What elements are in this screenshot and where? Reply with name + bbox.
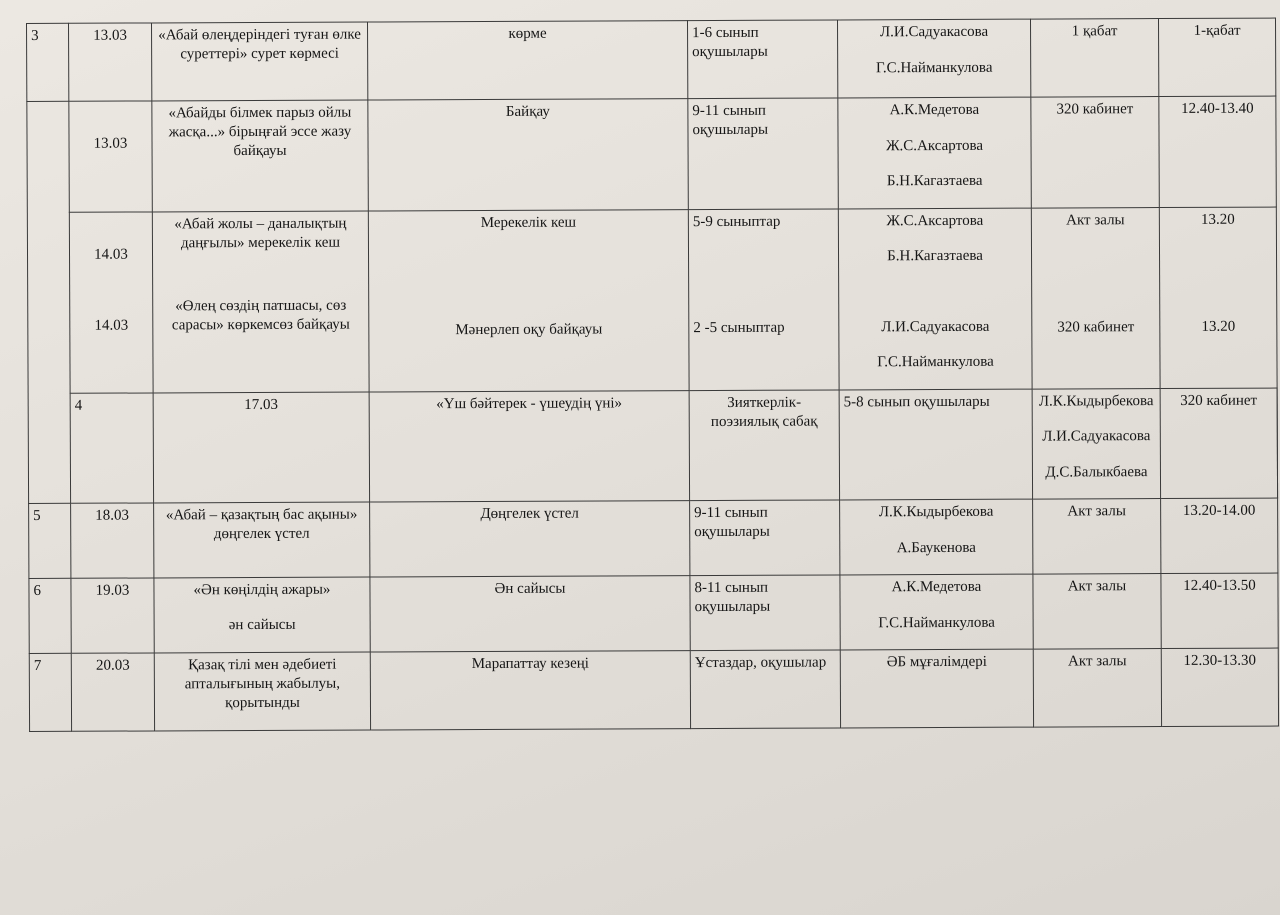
event-title: Қазақ тілі мен әдебиеті апталығының жабылуы, қорытынды xyxy=(154,652,370,731)
row-number: 5 xyxy=(29,503,71,578)
event-date: 17.03 xyxy=(153,392,369,503)
responsible-person: Л.К.Кыдырбекова xyxy=(878,503,994,521)
row-number-empty xyxy=(27,101,71,503)
event-date xyxy=(69,101,152,212)
event-time: 12.30-13.30 xyxy=(1161,648,1278,727)
responsible-list xyxy=(838,208,1032,390)
event-title-text: «Ән көңілдің ажары» xyxy=(193,581,331,599)
schedule-table xyxy=(26,18,1279,732)
responsible-person: А.К.Медетова xyxy=(891,578,982,596)
responsible-list xyxy=(840,649,1033,728)
responsible-list xyxy=(838,97,1031,208)
event-time: 1-қабат xyxy=(1158,18,1275,97)
event-format: Марапаттау кезеңі xyxy=(370,651,690,730)
event-audience-text: 5-9 сыныптар xyxy=(692,213,781,230)
row-number: 4 xyxy=(70,392,153,503)
event-title: «Үш бәйтерек - үшеудің үні» xyxy=(369,390,689,502)
responsible-person: А.К.Медетова xyxy=(889,101,980,119)
event-audience-text: 2 -5 сыныптар xyxy=(693,319,785,336)
responsible-list xyxy=(1032,388,1160,499)
event-date: 19.03 xyxy=(71,578,154,653)
event-title-text: ән сайысы xyxy=(228,616,296,634)
event-format: Байқау xyxy=(368,99,688,211)
event-title: «Абай – қазақтың бас ақыны» дөңгелек үстел xyxy=(154,502,370,578)
event-date-text: 14.03 xyxy=(94,317,129,334)
event-time xyxy=(1159,207,1277,389)
table-row xyxy=(27,18,1276,101)
event-audience xyxy=(688,208,839,390)
event-format-text: Мерекелік кеш xyxy=(480,214,577,231)
table-row xyxy=(29,573,1278,653)
event-title: «Абайды білмек парыз ойлы жасқа...» бірыңғай эссе жазу байқауы xyxy=(152,100,368,211)
event-title xyxy=(152,211,369,393)
responsible-list xyxy=(837,19,1030,98)
event-time: 12.40-13.40 xyxy=(1159,96,1276,207)
responsible-person: ӘБ мұғалімдері xyxy=(886,653,987,671)
table-row xyxy=(28,388,1277,504)
event-title xyxy=(154,577,370,653)
event-date: 18.03 xyxy=(71,503,154,578)
event-title: «Абай өлеңдеріндегі туған өлке суреттері» сурет көрмесі xyxy=(152,22,368,101)
responsible-person: Л.К.Кыдырбекова xyxy=(1038,392,1154,410)
responsible-person: Г.С.Найманкулова xyxy=(877,353,994,371)
event-audience: 9-11 сынып оқушылары xyxy=(688,98,838,209)
table-row xyxy=(29,648,1278,731)
responsible-person: Ж.С.Аксартова xyxy=(886,212,984,229)
event-place: 1 қабат xyxy=(1030,19,1158,98)
event-format-text: Мәнерлеп оқу байқауы xyxy=(455,320,603,338)
responsible-person: Б.Н.Кагазтаева xyxy=(886,172,983,190)
table-row xyxy=(27,207,1277,393)
table-row xyxy=(29,498,1278,578)
event-place: 320 кабинет xyxy=(1160,388,1277,499)
responsible-person: Ж.С.Аксартова xyxy=(886,137,984,154)
row-number: 7 xyxy=(29,653,71,731)
event-audience: 1-6 сынып оқушылары xyxy=(687,20,837,99)
event-date-text: 13.03 xyxy=(93,135,128,152)
event-place: 320 кабинет xyxy=(1031,97,1159,208)
responsible-person: А.Баукенова xyxy=(896,539,976,556)
event-date-text: 14.03 xyxy=(94,246,128,263)
table-row xyxy=(27,96,1276,212)
event-place-text: 320 кабинет xyxy=(1057,318,1135,336)
event-audience: 9-11 сынып оқушылары xyxy=(690,500,840,576)
responsible-person: Л.И.Садуакасова xyxy=(879,23,989,41)
event-title-text: «Өлең сөздің патшасы, сөз сарасы» көркемсөз байқауы xyxy=(171,297,350,333)
event-format: Ән сайысы xyxy=(370,576,690,652)
responsible-list xyxy=(840,574,1033,650)
event-date: 13.03 xyxy=(69,23,152,101)
event-place: Акт залы xyxy=(1033,499,1161,575)
event-date xyxy=(69,211,153,392)
event-time: 12.40-13.50 xyxy=(1161,573,1278,649)
event-time-text: 13.20 xyxy=(1200,211,1235,228)
responsible-person: Г.С.Найманкулова xyxy=(875,59,993,76)
event-place xyxy=(1031,207,1160,389)
event-format: Зияткерлік-поэзиялық сабақ xyxy=(689,389,839,500)
responsible-person: Л.И.Садуакасова xyxy=(1042,428,1151,445)
responsible-person: Л.И.Садуакасова xyxy=(881,318,990,335)
row-number: 3 xyxy=(27,23,69,101)
event-time: 13.20-14.00 xyxy=(1161,498,1278,574)
event-time-text: 13.20 xyxy=(1201,318,1236,335)
event-audience: 5-8 сынып оқушылары xyxy=(839,389,1032,500)
responsible-person: Г.С.Найманкулова xyxy=(878,614,995,631)
event-place-text: Акт залы xyxy=(1066,211,1125,228)
event-format xyxy=(368,209,689,391)
event-place: Акт залы xyxy=(1033,574,1161,650)
event-place: Акт залы xyxy=(1033,649,1161,728)
responsible-person: Б.Н.Кагазтаева xyxy=(887,247,983,265)
event-format: көрме xyxy=(367,21,687,100)
event-format: Дөңгелек үстел xyxy=(370,501,690,577)
row-number: 6 xyxy=(29,578,71,653)
event-date: 20.03 xyxy=(71,653,154,731)
responsible-list xyxy=(840,499,1033,575)
event-title-text: «Абай жолы – даналықтың даңғылы» мерекелік кеш xyxy=(174,215,347,251)
event-audience: Ұстаздар, оқушылар xyxy=(690,650,840,729)
event-audience: 8-11 сынып оқушылары xyxy=(690,575,840,651)
responsible-person: Д.С.Балыкбаева xyxy=(1045,463,1148,481)
